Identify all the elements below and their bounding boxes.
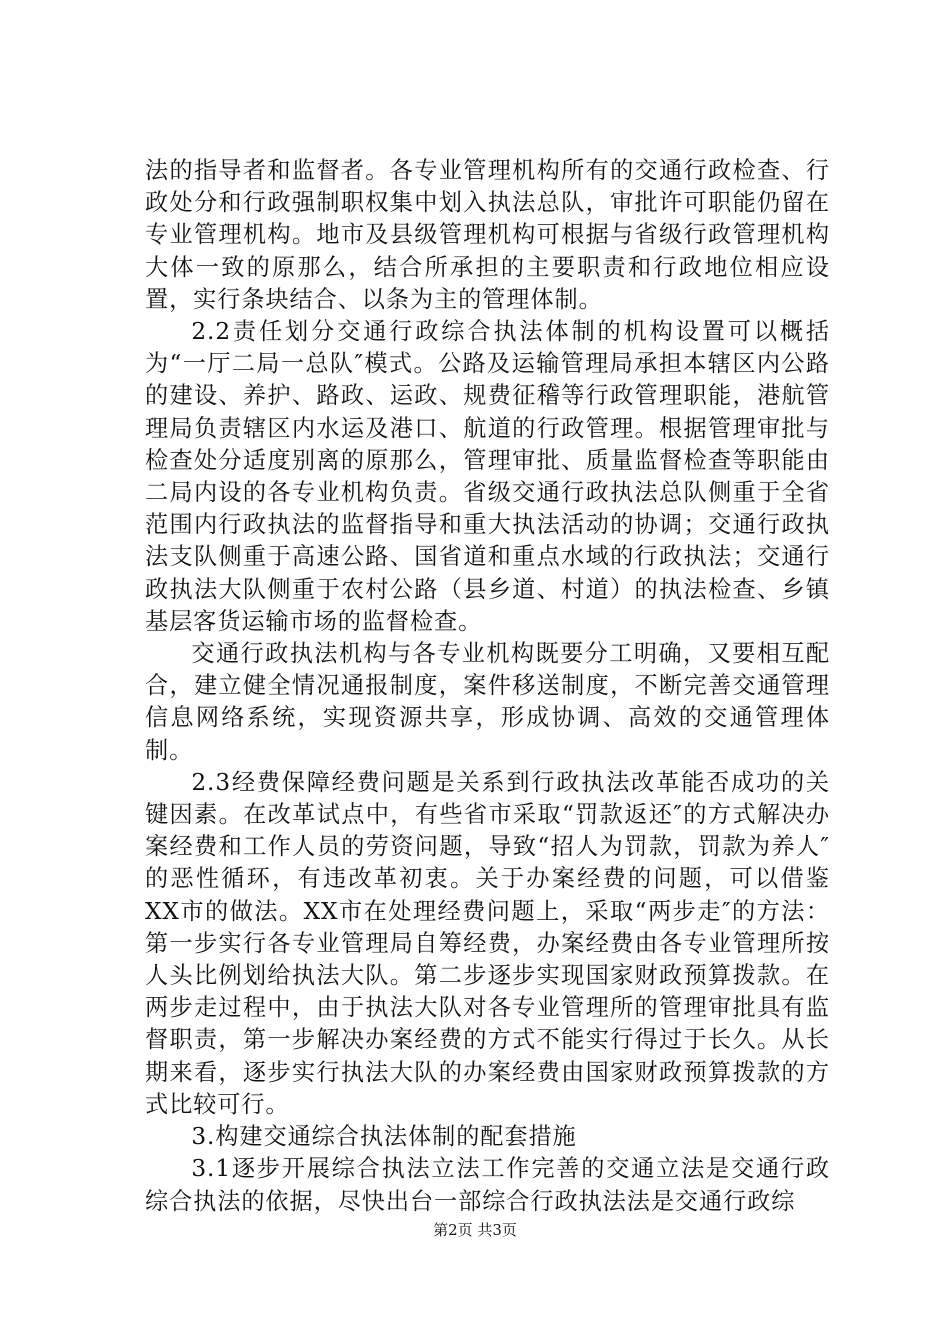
page-number: 第2页 共3页 <box>433 1221 517 1239</box>
paragraph-1: 法的指导者和监督者。各专业管理机构所有的交通行政检查、行政处分和行政强制职权集中划入执法总队，审批许可职能仍留在专业管理机构。地市及县级管理机构可根据与省级行政管理机构大体一致的原那么，结合所承担的主要职责和行政地位相应设置，实行条块结合、以条为主的管理体制。 <box>145 157 830 313</box>
page-footer <box>0 1220 950 1240</box>
section-heading: 3.构建交通综合执法体制的配套措施 <box>191 1123 577 1151</box>
paragraph-4: 2.3经费保障经费问题是关系到行政执法改革能否成功的关键因素。在改革试点中，有些省市采取“罚款返还″的方式解决办案经费和工作人员的劳资问题，导致“招人为罚款，罚款为养人″的恶性循环，有违改革初衷。关于办案经费的问题，可以借鉴XX市的做法。XX市在处理经费问题上，采取“两步走″的方法：第一步实行各专业管理局自筹经费，办案经费由各专业管理所按人头比例划给执法大队。第二步逐步实现国家财政预算拨款。在两步走过程中，由于执法大队对各专业管理所的管理审批具有监督职责，第一步解决办案经费的方式不能实行得过于长久。从长期来看，逐步实行执法大队的办案经费由国家财政预算拨款的方式比较可行。 <box>145 768 830 1118</box>
document-body <box>145 155 830 1218</box>
paragraph-5: 3.1逐步开展综合执法立法工作完善的交通立法是交通行政综合执法的依据，尽快出台一部综合行政执法法是交通行政综 <box>145 1155 830 1215</box>
paragraph-3: 交通行政执法机构与各专业机构既要分工明确，又要相互配合，建立健全情况通报制度，案件移送制度，不断完善交通管理信息网络系统，实现资源共享，形成协调、高效的交通管理体制。 <box>145 640 830 764</box>
paragraph-2: 2.2责任划分交通行政综合执法体制的机构设置可以概括为“一厅二局一总队″模式。公路及运输管理局承担本辖区内公路的建设、养护、路政、运政、规费征稽等行政管理职能，港航管理局负责辖区内水运及港口、航道的行政管理。根据管理审批与检查处分适度别离的原那么，管理审批、质量监督检查等职能由二局内设的各专业机构负责。省级交通行政执法总队侧重于全省范围内行政执法的监督指导和重大执法活动的协调；交通行政执法支队侧重于高速公路、国省道和重点水域的行政执法；交通行政执法大队侧重于农村公路（县乡道、村道）的执法检查、乡镇基层客货运输市场的监督检查。 <box>145 318 830 635</box>
